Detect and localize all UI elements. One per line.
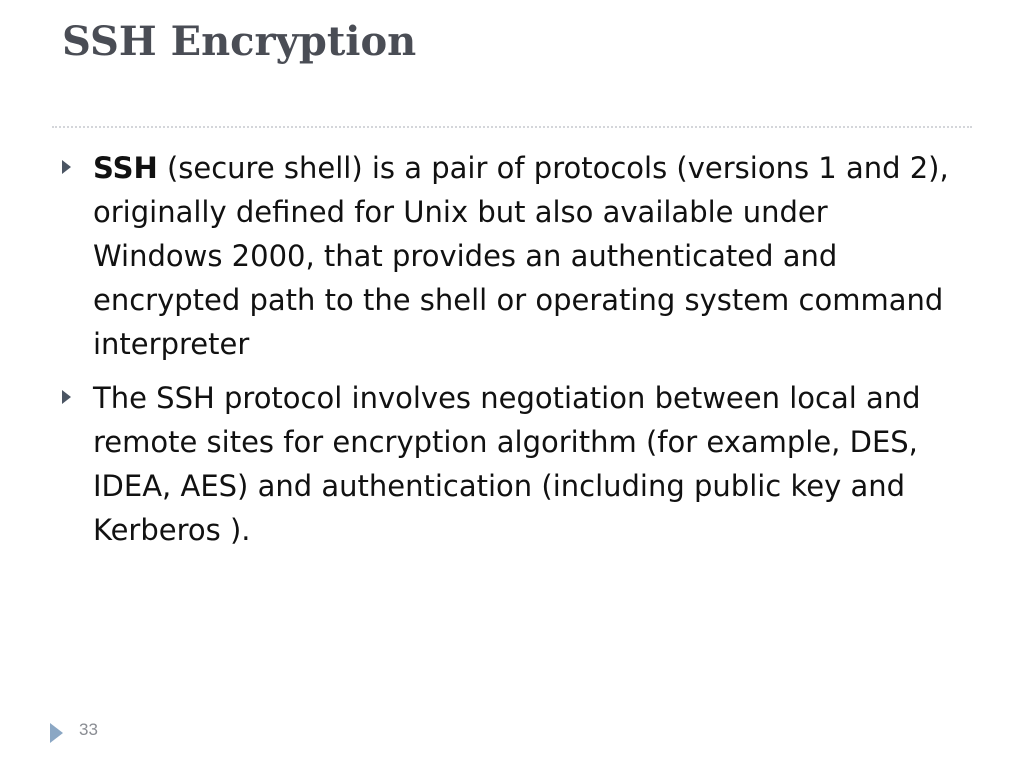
bullet-text: (secure shell) is a pair of protocols (versions 1 and 2), originally defined for Unix but also available under Windows 2000, that provides an authenticated and encrypted path to the shell or operating system command interpreter <box>93 151 949 361</box>
bullet-text: The SSH protocol involves negotiation between local and remote sites for encryption algorithm (for example, DES, IDEA, AES) and authentication (including public key and Kerberos ). <box>93 381 921 547</box>
bullet-item <box>62 376 962 552</box>
bullet-triangle-icon <box>62 390 71 404</box>
title-divider <box>52 126 972 128</box>
bullet-triangle-icon <box>62 160 71 174</box>
bullet-item <box>62 146 962 366</box>
bullet-lead-term: SSH <box>93 151 158 185</box>
slide-title: SSH Encryption <box>62 18 417 65</box>
footer-triangle-icon <box>50 723 63 743</box>
bullet-list <box>62 146 962 562</box>
page-number: 33 <box>79 720 98 739</box>
